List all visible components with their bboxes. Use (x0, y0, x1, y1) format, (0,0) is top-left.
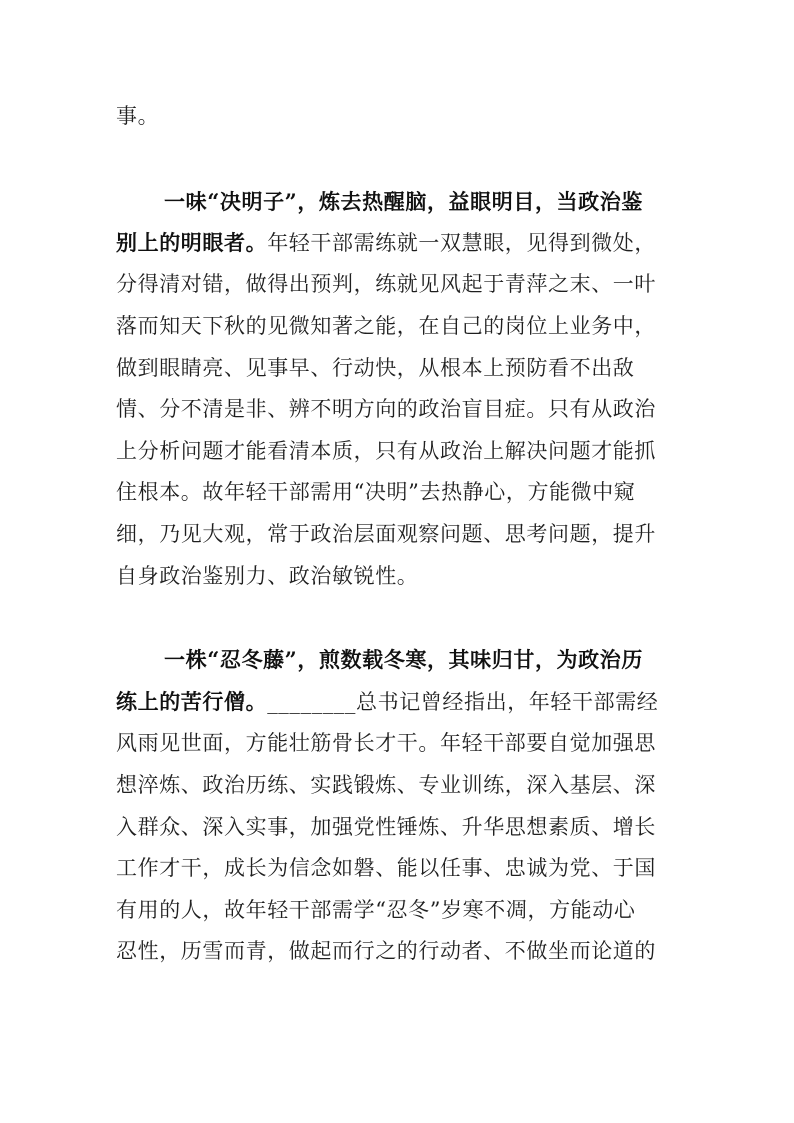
section-2-line: 入群众、深入实事，加强党性锤炼、升华思想素质、增长 (116, 815, 656, 839)
section-1-heading-end: 别上的明眼者。 (116, 230, 268, 255)
section-1-line: 自身政治鉴别力、政治敏锐性。 (116, 564, 419, 588)
section-2-line: 工作才干，成长为信念如磐、能以任事、忠诚为党、于国 (116, 856, 656, 880)
section-2-heading-end: 练上的苦行僧。 (116, 689, 268, 714)
section-2-line: 有用的人，故年轻干部需学“忍冬”岁寒不凋，方能动心 (116, 898, 636, 922)
section-2-text-start: ________总书记曾经指出，年轻干部需经 (267, 690, 659, 714)
section-2-heading: 一株“忍冬藤”，煎数载冬寒，其味归甘，为政治历 (164, 647, 643, 672)
section-1-line: 做到眼睛亮、见事早、行动快，从根本上预防看不出敌 (116, 356, 635, 380)
section-1-line: 情、分不清是非、辨不明方向的政治盲目症。只有从政治 (116, 397, 656, 421)
section-1-text-start: 年轻干部需练就一双慧眼，见得到微处， (267, 231, 657, 255)
section-1-heading-continuation (116, 228, 676, 258)
section-1-line: 分得清对错，做得出预判，练就见风起于青萍之末、一叶 (116, 272, 656, 296)
section-1-heading: 一味“决明子”，炼去热醒脑，益眼明目，当政治鉴 (164, 189, 643, 214)
section-1-line: 住根本。故年轻干部需用“决明”去热静心，方能微中窥 (116, 480, 636, 504)
section-2-line: 想淬炼、政治历练、实践锻炼、专业训练，深入基层、深 (116, 773, 656, 797)
section-1-line: 落而知天下秋的见微知著之能，在自己的岗位上业务中， (116, 314, 656, 338)
section-1-line: 细，乃见大观，常于政治层面观察问题、思考问题，提升 (116, 522, 656, 546)
paragraph-continuation: 事。 (116, 104, 160, 128)
section-2-line: 风雨见世面，方能壮筋骨长才干。年轻干部要自觉加强思 (116, 731, 656, 755)
section-1-line: 上分析问题才能看清本质，只有从政治上解决问题才能抓 (116, 439, 656, 463)
section-2-line: 忍性，历雪而青，做起而行之的行动者、不做坐而论道的 (116, 939, 656, 963)
section-2-heading-continuation (116, 687, 676, 717)
